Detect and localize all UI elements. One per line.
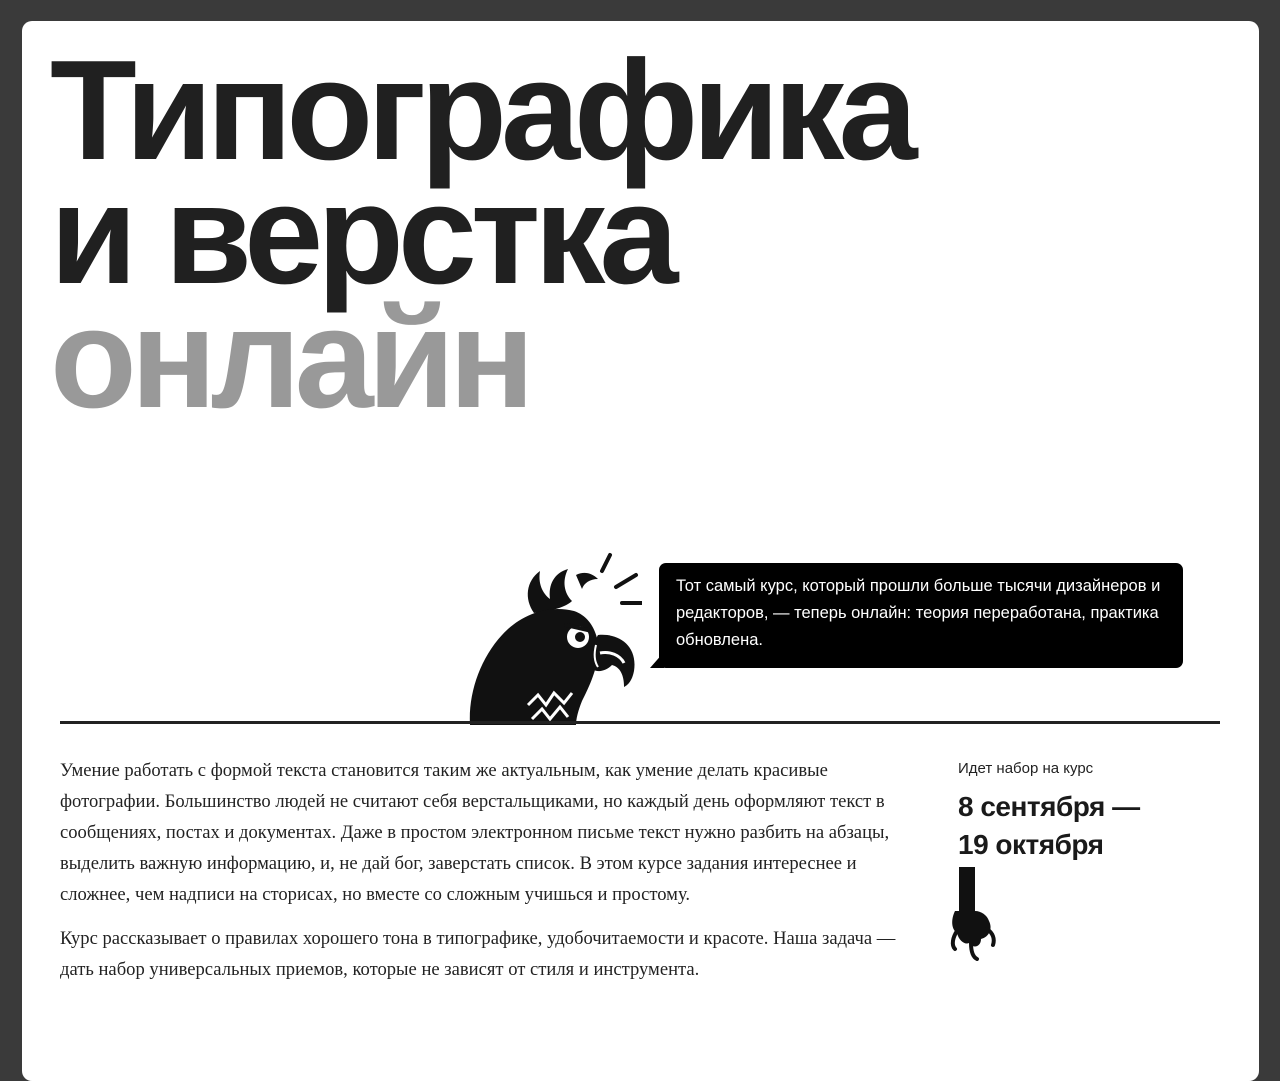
description-paragraph-1: Умение работать с формой текста становится таким же актуальным, как умение делать красивые фотографии. Большинство людей не считают себя верстальщиками, но каждый день оформляют текст в сообщениях, постах и документах. Даже в простом электронном письме текст нужно разбить на абзацы, выделить важную информацию, и, не дай бог, заверстать список. В этом курсе задания интереснее и сложнее, чем надписи на сторисах, но вместе со сложным учишься и простому. xyxy=(60,760,890,905)
enrollment-dates-line-1: 8 сентября — xyxy=(958,791,1140,822)
parrot-mascot-icon xyxy=(442,541,642,725)
speech-bubble-tail xyxy=(650,652,664,668)
speech-bubble xyxy=(659,563,1183,668)
course-landing-page xyxy=(22,21,1259,1081)
speech-bubble-text: Тот самый курс, который прошли больше тысячи дизайнеров и редакторов, — теперь онлайн: теория переработана, практика обновлена. xyxy=(676,577,1161,649)
hero-title-line-1: Типографика xyxy=(50,31,912,190)
enrollment-dates-line-2: 19 октября xyxy=(958,829,1104,860)
bird-claw-icon xyxy=(947,867,999,961)
enrollment-dates xyxy=(958,788,1238,864)
hero-title-line-2: и верстка xyxy=(50,155,673,314)
course-description xyxy=(60,755,910,998)
hero-title-line-3: онлайн xyxy=(50,279,529,438)
enrollment-info xyxy=(958,759,1238,864)
enrollment-caption: Идет набор на курс xyxy=(958,760,1094,777)
hero-title xyxy=(50,31,912,438)
description-paragraph-2: Курс рассказывает о правилах хорошего тона в типографике, удобочитаемости и красоте. Наша задача — дать набор универсальных приемов, которые не зависят от стиля и инструмента. xyxy=(60,928,896,980)
section-divider xyxy=(60,721,1220,724)
